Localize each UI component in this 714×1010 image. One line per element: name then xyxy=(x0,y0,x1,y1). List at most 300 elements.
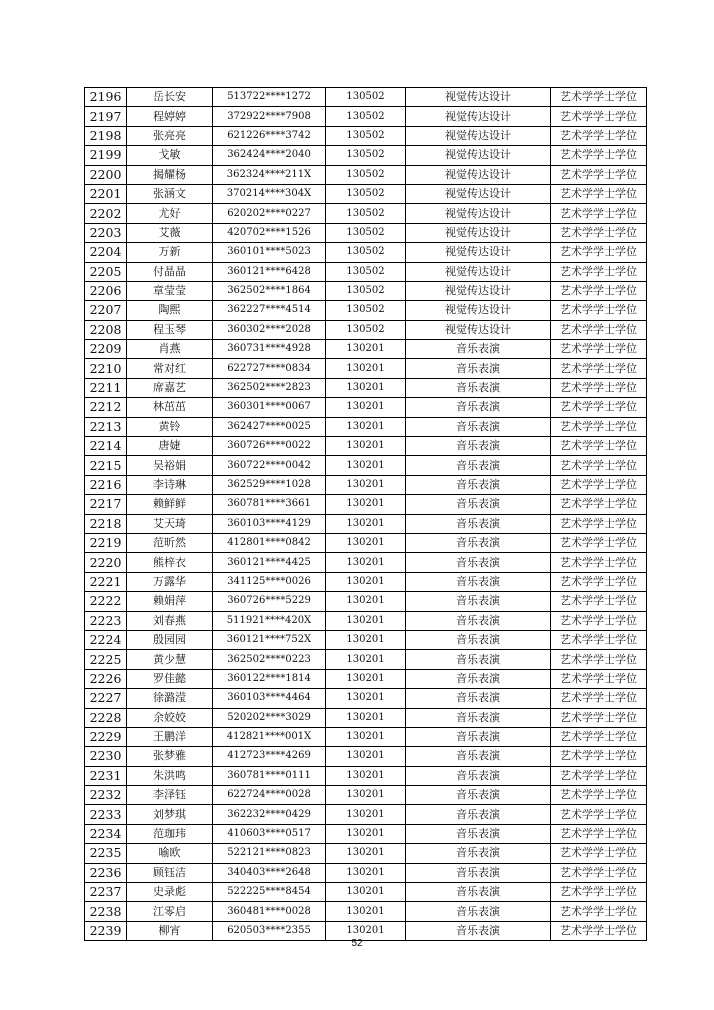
id-number: 412723****4269 xyxy=(213,747,326,766)
row-number: 2234 xyxy=(85,824,127,843)
id-number: 370214****304X xyxy=(213,184,326,203)
major-code: 130201 xyxy=(326,708,406,727)
student-name: 王鹏洋 xyxy=(127,727,213,746)
major-code: 130201 xyxy=(326,611,406,630)
degree-type: 艺术学学士学位 xyxy=(551,611,647,630)
degree-roster-table xyxy=(84,87,647,941)
major-code: 130502 xyxy=(326,301,406,320)
student-name: 林茁茁 xyxy=(127,398,213,417)
degree-type: 艺术学学士学位 xyxy=(551,689,647,708)
student-name: 张亮亮 xyxy=(127,126,213,145)
student-name: 章莹莹 xyxy=(127,281,213,300)
major-name: 音乐表演 xyxy=(406,921,551,940)
student-name: 赖娟萍 xyxy=(127,592,213,611)
student-name: 江零启 xyxy=(127,902,213,921)
major-code: 130201 xyxy=(326,475,406,494)
id-number: 362324****211X xyxy=(213,165,326,184)
degree-type: 艺术学学士学位 xyxy=(551,320,647,339)
row-number: 2215 xyxy=(85,456,127,475)
row-number: 2232 xyxy=(85,786,127,805)
major-name: 视觉传达设计 xyxy=(406,204,551,223)
degree-type: 艺术学学士学位 xyxy=(551,708,647,727)
row-number: 2205 xyxy=(85,262,127,281)
table-row xyxy=(85,572,647,591)
degree-type: 艺术学学士学位 xyxy=(551,340,647,359)
student-name: 肖燕 xyxy=(127,340,213,359)
major-code: 130502 xyxy=(326,126,406,145)
degree-type: 艺术学学士学位 xyxy=(551,805,647,824)
major-code: 130201 xyxy=(326,437,406,456)
major-code: 130201 xyxy=(326,533,406,552)
table-row xyxy=(85,204,647,223)
id-number: 340403****2648 xyxy=(213,863,326,882)
student-name: 朱洪鸣 xyxy=(127,766,213,785)
table-row xyxy=(85,592,647,611)
major-name: 音乐表演 xyxy=(406,805,551,824)
row-number: 2198 xyxy=(85,126,127,145)
major-code: 130201 xyxy=(326,359,406,378)
table-row xyxy=(85,320,647,339)
degree-type: 艺术学学士学位 xyxy=(551,475,647,494)
id-number: 360103****4129 xyxy=(213,514,326,533)
major-code: 130502 xyxy=(326,107,406,126)
table-row xyxy=(85,514,647,533)
row-number: 2233 xyxy=(85,805,127,824)
id-number: 372922****7908 xyxy=(213,107,326,126)
table-row xyxy=(85,437,647,456)
id-number: 362232****0429 xyxy=(213,805,326,824)
id-number: 522225****8454 xyxy=(213,883,326,902)
row-number: 2225 xyxy=(85,650,127,669)
id-number: 360726****0022 xyxy=(213,437,326,456)
row-number: 2200 xyxy=(85,165,127,184)
student-name: 范昕然 xyxy=(127,533,213,552)
row-number: 2230 xyxy=(85,747,127,766)
id-number: 622724****0028 xyxy=(213,786,326,805)
row-number: 2216 xyxy=(85,475,127,494)
id-number: 360302****2028 xyxy=(213,320,326,339)
table-row xyxy=(85,611,647,630)
table-row xyxy=(85,398,647,417)
row-number: 2208 xyxy=(85,320,127,339)
id-number: 360121****6428 xyxy=(213,262,326,281)
major-code: 130201 xyxy=(326,398,406,417)
student-name: 范珈玮 xyxy=(127,824,213,843)
major-code: 130201 xyxy=(326,824,406,843)
major-code: 130201 xyxy=(326,669,406,688)
row-number: 2196 xyxy=(85,88,127,107)
degree-type: 艺术学学士学位 xyxy=(551,533,647,552)
row-number: 2231 xyxy=(85,766,127,785)
row-number: 2211 xyxy=(85,378,127,397)
student-name: 付晶晶 xyxy=(127,262,213,281)
major-name: 音乐表演 xyxy=(406,592,551,611)
degree-type: 艺术学学士学位 xyxy=(551,378,647,397)
major-code: 130502 xyxy=(326,262,406,281)
table-row xyxy=(85,786,647,805)
id-number: 360122****1814 xyxy=(213,669,326,688)
row-number: 2209 xyxy=(85,340,127,359)
id-number: 360781****0111 xyxy=(213,766,326,785)
student-name: 刘梦琪 xyxy=(127,805,213,824)
row-number: 2218 xyxy=(85,514,127,533)
major-code: 130201 xyxy=(326,417,406,436)
table-row xyxy=(85,475,647,494)
id-number: 362529****1028 xyxy=(213,475,326,494)
student-name: 揭耀杨 xyxy=(127,165,213,184)
major-name: 视觉传达设计 xyxy=(406,165,551,184)
id-number: 362502****2823 xyxy=(213,378,326,397)
table-row xyxy=(85,378,647,397)
major-code: 130201 xyxy=(326,689,406,708)
row-number: 2220 xyxy=(85,553,127,572)
id-number: 620202****0227 xyxy=(213,204,326,223)
major-code: 130502 xyxy=(326,184,406,203)
major-code: 130201 xyxy=(326,650,406,669)
major-name: 音乐表演 xyxy=(406,863,551,882)
major-name: 音乐表演 xyxy=(406,650,551,669)
table-row xyxy=(85,359,647,378)
id-number: 360722****0042 xyxy=(213,456,326,475)
student-name: 张梦雅 xyxy=(127,747,213,766)
major-name: 音乐表演 xyxy=(406,456,551,475)
row-number: 2197 xyxy=(85,107,127,126)
id-number: 360781****3661 xyxy=(213,495,326,514)
degree-type: 艺术学学士学位 xyxy=(551,747,647,766)
id-number: 412801****0842 xyxy=(213,533,326,552)
major-name: 音乐表演 xyxy=(406,630,551,649)
major-code: 130201 xyxy=(326,766,406,785)
id-number: 362427****0025 xyxy=(213,417,326,436)
major-name: 音乐表演 xyxy=(406,902,551,921)
major-name: 视觉传达设计 xyxy=(406,243,551,262)
table-row xyxy=(85,553,647,572)
student-name: 陶熙 xyxy=(127,301,213,320)
table-row xyxy=(85,863,647,882)
degree-type: 艺术学学士学位 xyxy=(551,883,647,902)
major-name: 视觉传达设计 xyxy=(406,107,551,126)
row-number: 2222 xyxy=(85,592,127,611)
degree-type: 艺术学学士学位 xyxy=(551,243,647,262)
table-row xyxy=(85,262,647,281)
roster-body xyxy=(85,88,647,941)
major-name: 视觉传达设计 xyxy=(406,301,551,320)
major-name: 音乐表演 xyxy=(406,727,551,746)
student-name: 李诗琳 xyxy=(127,475,213,494)
major-name: 视觉传达设计 xyxy=(406,88,551,107)
id-number: 520202****3029 xyxy=(213,708,326,727)
row-number: 2221 xyxy=(85,572,127,591)
major-name: 音乐表演 xyxy=(406,398,551,417)
id-number: 511921****420X xyxy=(213,611,326,630)
student-name: 程玉琴 xyxy=(127,320,213,339)
id-number: 362227****4514 xyxy=(213,301,326,320)
student-name: 岳长安 xyxy=(127,88,213,107)
major-name: 音乐表演 xyxy=(406,340,551,359)
major-name: 视觉传达设计 xyxy=(406,184,551,203)
major-code: 130201 xyxy=(326,592,406,611)
degree-type: 艺术学学士学位 xyxy=(551,572,647,591)
major-code: 130502 xyxy=(326,223,406,242)
table-row xyxy=(85,495,647,514)
student-name: 余姣姣 xyxy=(127,708,213,727)
degree-type: 艺术学学士学位 xyxy=(551,766,647,785)
major-name: 音乐表演 xyxy=(406,883,551,902)
id-number: 360481****0028 xyxy=(213,902,326,921)
degree-type: 艺术学学士学位 xyxy=(551,514,647,533)
major-code: 130201 xyxy=(326,495,406,514)
major-code: 130201 xyxy=(326,902,406,921)
degree-type: 艺术学学士学位 xyxy=(551,262,647,281)
row-number: 2207 xyxy=(85,301,127,320)
degree-type: 艺术学学士学位 xyxy=(551,824,647,843)
id-number: 362424****2040 xyxy=(213,146,326,165)
major-name: 音乐表演 xyxy=(406,437,551,456)
row-number: 2239 xyxy=(85,921,127,940)
table-row xyxy=(85,223,647,242)
degree-type: 艺术学学士学位 xyxy=(551,417,647,436)
degree-type: 艺术学学士学位 xyxy=(551,223,647,242)
table-row xyxy=(85,766,647,785)
student-name: 万露华 xyxy=(127,572,213,591)
major-name: 音乐表演 xyxy=(406,553,551,572)
table-row xyxy=(85,669,647,688)
table-row xyxy=(85,243,647,262)
major-name: 视觉传达设计 xyxy=(406,146,551,165)
major-name: 视觉传达设计 xyxy=(406,281,551,300)
id-number: 360121****4425 xyxy=(213,553,326,572)
row-number: 2238 xyxy=(85,902,127,921)
degree-type: 艺术学学士学位 xyxy=(551,146,647,165)
major-name: 音乐表演 xyxy=(406,572,551,591)
row-number: 2219 xyxy=(85,533,127,552)
degree-type: 艺术学学士学位 xyxy=(551,592,647,611)
major-code: 130201 xyxy=(326,340,406,359)
table-row xyxy=(85,126,647,145)
row-number: 2223 xyxy=(85,611,127,630)
major-name: 音乐表演 xyxy=(406,378,551,397)
degree-type: 艺术学学士学位 xyxy=(551,553,647,572)
row-number: 2229 xyxy=(85,727,127,746)
id-number: 362502****1864 xyxy=(213,281,326,300)
table-row xyxy=(85,805,647,824)
major-name: 音乐表演 xyxy=(406,359,551,378)
student-name: 刘春燕 xyxy=(127,611,213,630)
major-code: 130502 xyxy=(326,165,406,184)
major-code: 130201 xyxy=(326,747,406,766)
table-row xyxy=(85,417,647,436)
degree-type: 艺术学学士学位 xyxy=(551,727,647,746)
degree-type: 艺术学学士学位 xyxy=(551,204,647,223)
student-name: 艾薇 xyxy=(127,223,213,242)
major-code: 130201 xyxy=(326,630,406,649)
major-code: 130502 xyxy=(326,88,406,107)
id-number: 360101****5023 xyxy=(213,243,326,262)
row-number: 2236 xyxy=(85,863,127,882)
major-name: 音乐表演 xyxy=(406,495,551,514)
id-number: 360121****752X xyxy=(213,630,326,649)
major-name: 音乐表演 xyxy=(406,611,551,630)
student-name: 李泽钰 xyxy=(127,786,213,805)
student-name: 柳宵 xyxy=(127,921,213,940)
table-row xyxy=(85,165,647,184)
row-number: 2237 xyxy=(85,883,127,902)
student-name: 殷园园 xyxy=(127,630,213,649)
major-name: 音乐表演 xyxy=(406,747,551,766)
row-number: 2213 xyxy=(85,417,127,436)
major-code: 130201 xyxy=(326,456,406,475)
major-name: 音乐表演 xyxy=(406,786,551,805)
student-name: 吴裕娟 xyxy=(127,456,213,475)
major-name: 音乐表演 xyxy=(406,533,551,552)
degree-type: 艺术学学士学位 xyxy=(551,786,647,805)
table-row xyxy=(85,902,647,921)
degree-type: 艺术学学士学位 xyxy=(551,437,647,456)
major-code: 130201 xyxy=(326,514,406,533)
row-number: 2201 xyxy=(85,184,127,203)
table-row xyxy=(85,747,647,766)
row-number: 2217 xyxy=(85,495,127,514)
major-name: 音乐表演 xyxy=(406,766,551,785)
major-code: 130201 xyxy=(326,883,406,902)
degree-type: 艺术学学士学位 xyxy=(551,456,647,475)
student-name: 徐潞滢 xyxy=(127,689,213,708)
id-number: 621226****3742 xyxy=(213,126,326,145)
id-number: 360103****4464 xyxy=(213,689,326,708)
table-row xyxy=(85,844,647,863)
degree-type: 艺术学学士学位 xyxy=(551,921,647,940)
table-row xyxy=(85,184,647,203)
degree-type: 艺术学学士学位 xyxy=(551,650,647,669)
degree-type: 艺术学学士学位 xyxy=(551,281,647,300)
student-name: 席嘉艺 xyxy=(127,378,213,397)
table-row xyxy=(85,107,647,126)
major-name: 音乐表演 xyxy=(406,824,551,843)
degree-type: 艺术学学士学位 xyxy=(551,398,647,417)
degree-type: 艺术学学士学位 xyxy=(551,495,647,514)
major-code: 130201 xyxy=(326,844,406,863)
student-name: 黄铃 xyxy=(127,417,213,436)
id-number: 412821****001X xyxy=(213,727,326,746)
table-row xyxy=(85,689,647,708)
table-row xyxy=(85,650,647,669)
table-row xyxy=(85,630,647,649)
degree-type: 艺术学学士学位 xyxy=(551,126,647,145)
table-row xyxy=(85,281,647,300)
row-number: 2226 xyxy=(85,669,127,688)
degree-type: 艺术学学士学位 xyxy=(551,301,647,320)
id-number: 360731****4928 xyxy=(213,340,326,359)
major-name: 视觉传达设计 xyxy=(406,320,551,339)
row-number: 2202 xyxy=(85,204,127,223)
id-number: 622727****0834 xyxy=(213,359,326,378)
id-number: 522121****0823 xyxy=(213,844,326,863)
major-name: 视觉传达设计 xyxy=(406,223,551,242)
degree-type: 艺术学学士学位 xyxy=(551,165,647,184)
major-name: 视觉传达设计 xyxy=(406,126,551,145)
id-number: 620503****2355 xyxy=(213,921,326,940)
row-number: 2204 xyxy=(85,243,127,262)
degree-type: 艺术学学士学位 xyxy=(551,844,647,863)
major-code: 130201 xyxy=(326,805,406,824)
degree-type: 艺术学学士学位 xyxy=(551,107,647,126)
id-number: 360726****5229 xyxy=(213,592,326,611)
row-number: 2199 xyxy=(85,146,127,165)
major-code: 130502 xyxy=(326,146,406,165)
table-row xyxy=(85,708,647,727)
major-code: 130201 xyxy=(326,378,406,397)
student-name: 罗佳懿 xyxy=(127,669,213,688)
degree-type: 艺术学学士学位 xyxy=(551,88,647,107)
student-name: 戈敏 xyxy=(127,146,213,165)
degree-type: 艺术学学士学位 xyxy=(551,863,647,882)
table-row xyxy=(85,883,647,902)
student-name: 尤好 xyxy=(127,204,213,223)
student-name: 赖鲜鲜 xyxy=(127,495,213,514)
major-code: 130502 xyxy=(326,243,406,262)
major-name: 视觉传达设计 xyxy=(406,262,551,281)
student-name: 万新 xyxy=(127,243,213,262)
major-code: 130201 xyxy=(326,863,406,882)
major-code: 130502 xyxy=(326,320,406,339)
table-row xyxy=(85,88,647,107)
row-number: 2224 xyxy=(85,630,127,649)
row-number: 2235 xyxy=(85,844,127,863)
major-name: 音乐表演 xyxy=(406,417,551,436)
student-name: 艾天琦 xyxy=(127,514,213,533)
row-number: 2228 xyxy=(85,708,127,727)
row-number: 2206 xyxy=(85,281,127,300)
degree-type: 艺术学学士学位 xyxy=(551,184,647,203)
degree-type: 艺术学学士学位 xyxy=(551,359,647,378)
table-row xyxy=(85,456,647,475)
major-code: 130201 xyxy=(326,786,406,805)
table-row xyxy=(85,727,647,746)
student-name: 程婷婷 xyxy=(127,107,213,126)
table-row xyxy=(85,533,647,552)
row-number: 2227 xyxy=(85,689,127,708)
major-name: 音乐表演 xyxy=(406,844,551,863)
id-number: 360301****0067 xyxy=(213,398,326,417)
student-name: 史录彪 xyxy=(127,883,213,902)
degree-type: 艺术学学士学位 xyxy=(551,630,647,649)
row-number: 2210 xyxy=(85,359,127,378)
student-name: 黄少慧 xyxy=(127,650,213,669)
major-name: 音乐表演 xyxy=(406,708,551,727)
major-code: 130201 xyxy=(326,921,406,940)
student-name: 顾钰洁 xyxy=(127,863,213,882)
page-number: 52 xyxy=(351,938,363,949)
student-name: 熊梓衣 xyxy=(127,553,213,572)
student-name: 张涵文 xyxy=(127,184,213,203)
student-name: 常对红 xyxy=(127,359,213,378)
major-code: 130201 xyxy=(326,572,406,591)
major-code: 130502 xyxy=(326,204,406,223)
major-code: 130201 xyxy=(326,553,406,572)
student-name: 喻欧 xyxy=(127,844,213,863)
major-code: 130201 xyxy=(326,727,406,746)
major-name: 音乐表演 xyxy=(406,514,551,533)
id-number: 362502****0223 xyxy=(213,650,326,669)
table-row xyxy=(85,824,647,843)
table-row xyxy=(85,340,647,359)
table-row xyxy=(85,301,647,320)
id-number: 513722****1272 xyxy=(213,88,326,107)
id-number: 420702****1526 xyxy=(213,223,326,242)
major-name: 音乐表演 xyxy=(406,669,551,688)
major-name: 音乐表演 xyxy=(406,475,551,494)
major-name: 音乐表演 xyxy=(406,689,551,708)
